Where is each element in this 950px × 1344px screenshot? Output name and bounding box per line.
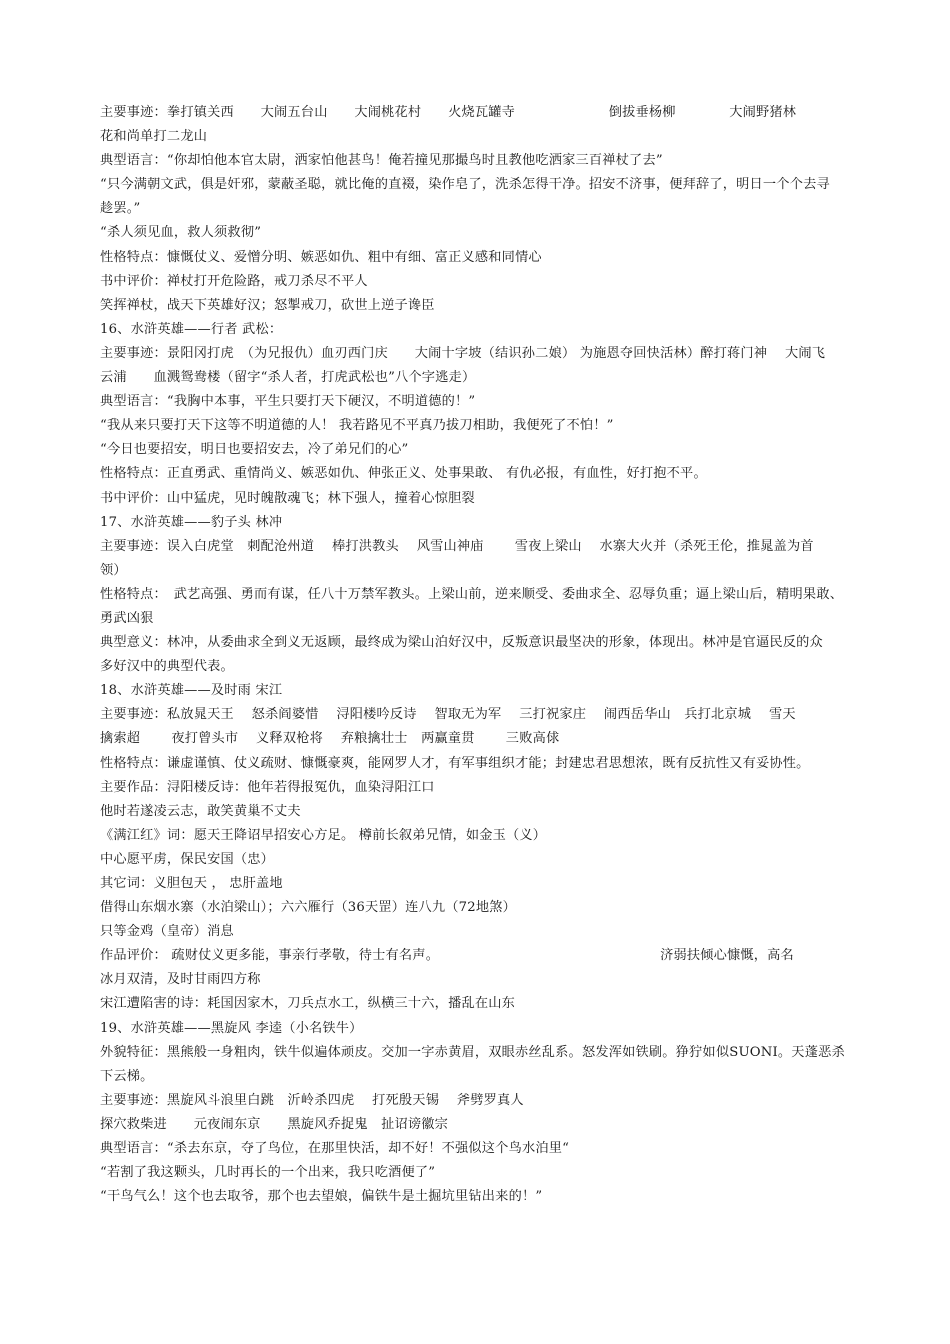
- text-line: 借得山东烟水寨（水泊梁山）；六六雁行（36天罡）连八九（72地煞）: [100, 900, 516, 916]
- text-line: 主要事迹：私放晁天王 怒杀阎婆惜 浔阳楼吟反诗 智取无为军 三打祝家庄 闹西岳华山 兵打北京城 雪天: [100, 707, 796, 723]
- section-heading: 18、水浒英雄——及时雨 宋江: [100, 683, 283, 699]
- text-line: 下云梯。: [100, 1068, 154, 1084]
- text-line: 领）: [100, 562, 127, 578]
- text-line: 典型语言：“杀去东京，夺了鸟位，在那里快活，却不好！不强似这个鸟水泊里“: [100, 1141, 570, 1157]
- text-line: 性格特点： 武艺高强、勇而有谋，任八十万禁军教头。上梁山前，逆来顺受、委曲求全、忍辱负重；逼上梁山后，精明果敢、: [100, 586, 844, 602]
- text-line: 典型语言：“你却怕他本官太尉，洒家怕他甚鸟！俺若撞见那撮鸟时且教他吃洒家三百禅杖了去”: [100, 153, 663, 169]
- text-line: 主要事迹：拳打镇关西 大闹五台山 大闹桃花村 火烧瓦罐寺 倒拔垂杨柳 大闹野猪林: [100, 105, 797, 120]
- text-line: “若割了我这颗头，几时再长的一个出来，我只吃酒便了”: [100, 1165, 436, 1181]
- text-line: 勇武凶狠: [100, 610, 154, 626]
- text-line: 其它词：义胆包天 ， 忠肝盖地: [100, 876, 283, 891]
- section-heading: 16、水浒英雄——行者 武松：: [100, 321, 283, 337]
- text-line: 书中评价：山中猛虎，见时魄散魂飞；林下强人，撞着心惊胆裂: [100, 490, 475, 506]
- text-line: 书中评价：禅杖打开危险路，戒刀杀尽不平人: [100, 273, 368, 289]
- text-line: 《满江红》词：愿天王降诏早招安心方足。 樽前长叙弟兄情，如金玉（义）: [100, 827, 547, 843]
- text-line: 擒索超 夜打曾头市 义释双枪将 弃粮擒壮士 两赢童贯 三败高俅: [100, 731, 560, 747]
- text-line: 典型语言：“我胸中本事，平生只要打天下硬汉，不明道德的！”: [100, 394, 476, 410]
- text-line: “杀人须见血，救人须救彻”: [100, 225, 262, 241]
- text-line: 主要事迹：黑旋风斗浪里白跳 沂岭杀四虎 打死殷天锡 斧劈罗真人: [100, 1092, 524, 1108]
- text-line: 性格特点：谦虚谨慎、仗义疏财、慷慨豪爽，能网罗人才，有军事组织才能；封建忠君思想浓，既有反抗性又有妥协性。: [100, 755, 810, 771]
- text-line: “我从来只要打天下这等不明道德的人！ 我若路见不平真乃拔刀相助，我便死了不怕！”: [100, 418, 614, 434]
- text-line: 冰月双清，及时甘雨四方称: [100, 972, 261, 988]
- text-line: 外貌特征：黑熊般一身粗肉，铁牛似遍体顽皮。交加一字赤黄眉，双眼赤丝乱系。怒发浑如铁刷。狰狞如似SUONI。天蓬恶杀: [100, 1044, 845, 1060]
- text-line: 典型意义：林冲，从委曲求全到义无返顾，最终成为梁山泊好汉中，反叛意识最坚决的形象，体现出。林冲是官逼民反的众: [100, 635, 823, 651]
- text-line: 多好汉中的典型代表。: [100, 659, 234, 675]
- section-heading: 17、水浒英雄——豹子头 林冲: [100, 514, 283, 530]
- text-line: 性格特点：正直勇武、重情尚义、嫉恶如仇、伸张正义、处事果敢、 有仇必报，有血性，好打抱不平。: [100, 466, 707, 482]
- text-line: 笑挥禅杖，战天下英雄好汉；怒掣戒刀，砍世上逆子谗臣: [100, 297, 435, 313]
- text-line: “干鸟气么！这个也去取爷，那个也去望娘，偏铁牛是土掘坑里钻出来的！”: [100, 1189, 543, 1205]
- section-heading: 19、水浒英雄——黑旋风 李逵（小名铁牛）: [100, 1020, 363, 1036]
- text-line: “今日也要招安，明日也要招安去，冷了弟兄们的心”: [100, 442, 409, 458]
- text-line: 宋江遭陷害的诗：耗国因家木，刀兵点水工，纵横三十六，播乱在山东: [100, 996, 516, 1012]
- text-line: 作品评价： 疏财仗义更多能，事亲行孝敬，待士有名声。 济弱扶倾心慷慨，高名: [100, 948, 794, 964]
- text-line: 趁罢。”: [100, 201, 141, 217]
- text-line: 主要作品：浔阳楼反诗：他年若得报冤仇，血染浔阳江口: [100, 779, 435, 795]
- document-body: [100, 101, 852, 1209]
- text-line: 中心愿平虏，保民安国（忠）: [100, 851, 275, 867]
- text-line: “只今满朝文武，俱是奸邪，蒙蔽圣聪，就比俺的直裰，染作皂了，洗杀怎得干净。招安不济事，便拜辞了，明日一个个去寻: [100, 177, 830, 193]
- text-line: 只等金鸡（皇帝）消息: [100, 924, 234, 940]
- text-line: 他时若遂凌云志，敢笑黄巢不丈夫: [100, 803, 301, 819]
- text-line: 主要事迹：景阳冈打虎 （为兄报仇）血刃西门庆 大闹十字坡（结识孙二娘） 为施恩夺回快活林）醉打蒋门神 大闹飞: [100, 345, 826, 361]
- text-line: 花和尚单打二龙山: [100, 129, 208, 145]
- text-line: 云浦 血溅鸳鸯楼（留字“杀人者，打虎武松也”八个字逃走）: [100, 370, 476, 386]
- text-line: 探穴救柴进 元夜闹东京 黑旋风乔捉鬼 扯诏谤徽宗: [100, 1116, 449, 1132]
- text-line: 性格特点：慷慨仗义、爱憎分明、嫉恶如仇、粗中有细、富正义感和同情心: [100, 249, 542, 265]
- text-line: 主要事迹：误入白虎堂 刺配沧州道 棒打洪教头 风雪山神庙 雪夜上梁山 水寨大火并（杀死王伦，推晁盖为首: [100, 538, 814, 554]
